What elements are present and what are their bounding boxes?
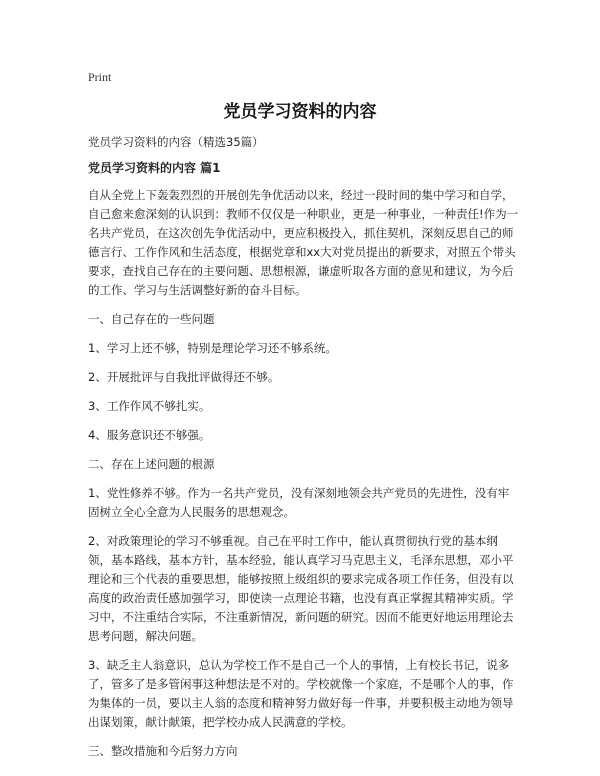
list-item: 1、学习上还不够，特别是理论学习还不够系统。 [88,341,337,355]
part2-heading: 二、存在上述问题的根源 [88,457,215,471]
part3-heading: 三、整改措施和今后努力方向 [88,744,238,758]
list-item: 3、缺乏主人翁意识，总认为学校工作不是自己一个人的事情，上有校长书记，说多了，管多了是多管闲事这种想法是不对的。学校就像一个家庭，不是哪个人的事，作为集体的一员，要以主人翁的态度和精神努力做好每一件事，并要积极主动地为领导出谋划策，献计献策，把学校办成人民满意的学校。 [88,658,514,729]
list-item: 4、服务意识还不够强。 [88,428,211,442]
subtitle: 党员学习资料的内容（精选35篇） [88,135,264,149]
list-item: 2、开展批评与自我批评做得还不够。 [88,370,280,384]
list-item: 2、对政策理论的学习不够重视。自己在平时工作中，能认真贯彻执行党的基本纲领，基本路线，基本方针，基本经验，能认真学习马克思主义，毛泽东思想，邓小平理论和三个代表的重要思想，能够按照上级组织的要求完成各项工作任务，但没有以高度的政治责任感加强学习，即使读一点理论书籍，也没有真正掌握其精神实质。学习中，不注重结合实际，不注重新情况，新问题的研究。因而不能更好地运用理论去思考问题，解决问题。 [88,534,514,643]
list-item: 3、工作作风不够扎实。 [88,399,211,413]
print-label: Print [88,70,112,84]
page-title: 党员学习资料的内容 [223,102,377,122]
section-title: 党员学习资料的内容 篇1 [88,161,221,175]
document-body [88,133,520,771]
list-item: 1、党性修养不够。作为一名共产党员，没有深刻地领会共产党员的先进性，没有牢固树立全心全意为人民服务的思想观念。 [88,486,510,519]
part1-heading: 一、自己存在的一些问题 [88,312,215,326]
intro-paragraph: 自从全党上下轰轰烈烈的开展创先争优活动以来，经过一段时间的集中学习和自学，自己愈来愈深刻的认识到：教师不仅仅是一种职业，更是一种事业，一种责任!作为一名共产党员，在这次创先争优活动中，更应积极投入，抓住契机，深刻反思自己的师德言行、工作作风和生活态度，根据党章和xx大对党员提出的新要求，对照五个带头要求，查找自己存在的主要问题、思想根源，谦虚听取各方面的意见和建议，为今后的工作、学习与生活调整好新的奋斗目标。 [88,188,519,297]
